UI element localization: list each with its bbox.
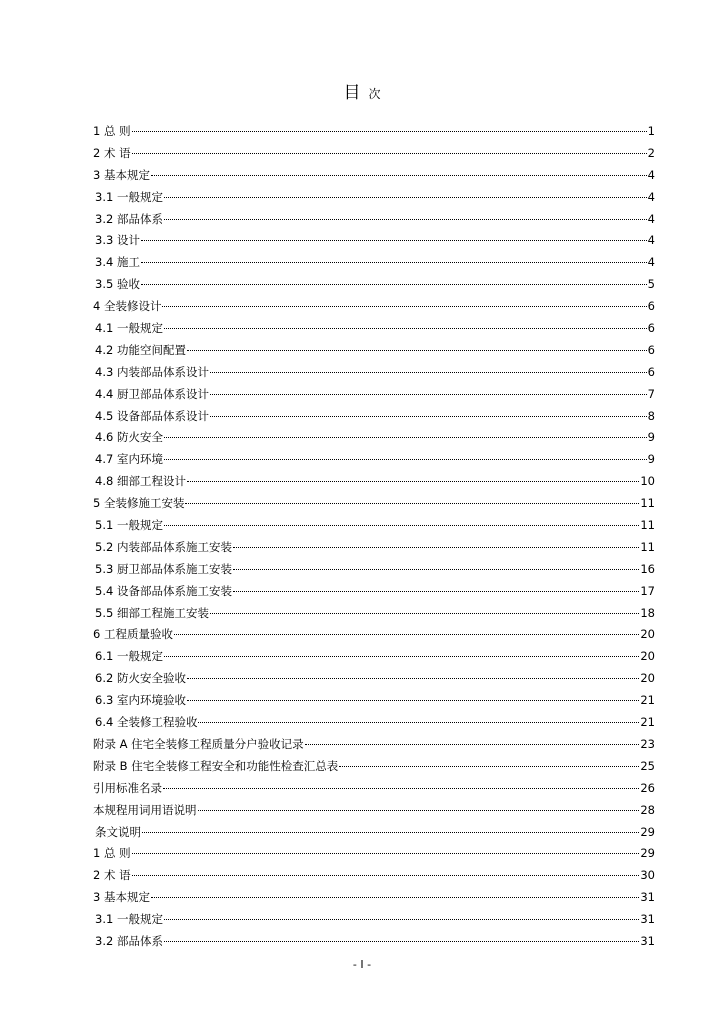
toc-entry-page-number: 29 — [640, 824, 655, 839]
toc-leader-dots — [163, 788, 639, 789]
toc-leader-dots — [164, 437, 647, 438]
toc-entry[interactable] — [93, 384, 655, 406]
toc-leader-dots — [132, 875, 640, 876]
toc-leader-dots — [233, 591, 639, 592]
toc-leader-dots — [151, 897, 639, 898]
toc-entry-label: 引用标准名录 — [93, 780, 162, 795]
toc-leader-dots — [305, 744, 640, 745]
toc-entry[interactable] — [93, 296, 655, 318]
toc-entry[interactable] — [93, 143, 655, 165]
toc-entry[interactable] — [93, 712, 655, 734]
toc-leader-dots — [164, 919, 639, 920]
toc-entry-page-number: 18 — [640, 605, 655, 620]
toc-leader-dots — [233, 569, 639, 570]
toc-entry-label: 6 工程质量验收 — [93, 627, 173, 642]
toc-entry-page-number: 26 — [640, 780, 655, 795]
page-title — [0, 78, 724, 103]
toc-entry[interactable] — [93, 734, 655, 756]
table-of-contents — [93, 121, 655, 953]
toc-entry-page-number: 10 — [640, 474, 655, 489]
toc-entry-page-number: 16 — [640, 561, 655, 576]
toc-entry-label: 2 术 语 — [93, 145, 131, 160]
toc-entry-page-number: 9 — [647, 452, 655, 467]
toc-entry[interactable] — [93, 843, 655, 865]
toc-leader-dots — [164, 525, 639, 526]
toc-entry-page-number: 6 — [647, 342, 655, 357]
toc-entry[interactable] — [93, 230, 655, 252]
toc-entry-page-number: 11 — [640, 539, 655, 554]
toc-entry-label: 5 全装修施工安装 — [93, 496, 185, 511]
toc-leader-dots — [141, 284, 647, 285]
toc-leader-dots — [187, 678, 639, 679]
toc-entry-page-number: 4 — [647, 255, 655, 270]
toc-entry-page-number: 2 — [647, 145, 655, 160]
toc-entry-page-number: 11 — [640, 518, 655, 533]
toc-entry-page-number: 25 — [640, 758, 655, 773]
toc-entry[interactable] — [93, 274, 655, 296]
toc-entry-label: 4 全装修设计 — [93, 299, 162, 314]
toc-leader-dots — [187, 700, 639, 701]
toc-leader-dots — [210, 372, 647, 373]
toc-entry-label: 条文说明 — [95, 824, 141, 839]
toc-entry-page-number: 21 — [640, 693, 655, 708]
toc-entry-page-number: 5 — [647, 277, 655, 292]
toc-entry-page-number: 7 — [647, 386, 655, 401]
toc-entry[interactable] — [93, 603, 655, 625]
toc-leader-dots — [174, 634, 639, 635]
toc-leader-dots — [233, 547, 639, 548]
toc-entry[interactable] — [93, 471, 655, 493]
toc-entry-page-number: 20 — [640, 671, 655, 686]
toc-entry-page-number: 20 — [640, 649, 655, 664]
toc-entry[interactable] — [93, 778, 655, 800]
toc-leader-dots — [210, 394, 647, 395]
toc-entry-label: 本规程用词用语说明 — [93, 802, 197, 817]
toc-entry[interactable] — [93, 756, 655, 778]
toc-entry[interactable] — [93, 668, 655, 690]
page-number-footer: - I - — [352, 958, 372, 971]
toc-leader-dots — [141, 262, 647, 263]
toc-leader-dots — [164, 197, 647, 198]
toc-entry-label: 6.4 全装修工程验收 — [95, 715, 198, 730]
toc-entry-page-number: 11 — [640, 496, 655, 511]
toc-leader-dots — [164, 656, 639, 657]
toc-entry[interactable] — [93, 800, 655, 822]
toc-entry[interactable] — [93, 252, 655, 274]
toc-leader-dots — [132, 153, 647, 154]
toc-entry-page-number: 6 — [647, 364, 655, 379]
toc-leader-dots — [141, 240, 647, 241]
toc-leader-dots — [210, 613, 639, 614]
toc-entry[interactable] — [93, 427, 655, 449]
toc-entry-label: 5.3 厨卫部品体系施工安装 — [95, 561, 232, 576]
toc-entry-label: 4.1 一般规定 — [95, 321, 163, 336]
toc-entry-label: 3.5 验收 — [95, 277, 140, 292]
toc-entry-label: 4.8 细部工程设计 — [95, 474, 186, 489]
toc-entry[interactable] — [93, 646, 655, 668]
toc-entry-label: 5.2 内装部品体系施工安装 — [95, 539, 232, 554]
toc-leader-dots — [164, 459, 647, 460]
toc-entry-page-number: 21 — [640, 715, 655, 730]
toc-entry-label: 4.3 内装部品体系设计 — [95, 364, 209, 379]
toc-entry[interactable] — [93, 209, 655, 231]
toc-entry[interactable] — [93, 187, 655, 209]
toc-entry[interactable] — [93, 449, 655, 471]
toc-entry-page-number: 8 — [647, 408, 655, 423]
toc-entry[interactable] — [93, 624, 655, 646]
toc-entry[interactable] — [93, 362, 655, 384]
toc-entry-page-number: 9 — [647, 430, 655, 445]
toc-entry[interactable] — [93, 822, 655, 844]
toc-entry-page-number: 4 — [647, 211, 655, 226]
toc-entry[interactable] — [93, 515, 655, 537]
toc-entry[interactable] — [93, 931, 655, 953]
toc-entry-label: 3 基本规定 — [93, 890, 150, 905]
toc-leader-dots — [198, 810, 640, 811]
toc-entry-page-number: 29 — [640, 846, 655, 861]
toc-entry-page-number: 17 — [640, 583, 655, 598]
toc-entry-label: 6.1 一般规定 — [95, 649, 163, 664]
toc-entry-page-number: 30 — [640, 868, 655, 883]
toc-entry-label: 2 术 语 — [93, 868, 131, 883]
toc-entry-label: 3 基本规定 — [93, 167, 150, 182]
toc-entry[interactable] — [93, 581, 655, 603]
toc-entry[interactable] — [93, 165, 655, 187]
toc-leader-dots — [164, 219, 647, 220]
toc-entry-page-number: 28 — [640, 802, 655, 817]
toc-leader-dots — [164, 941, 639, 942]
toc-entry-page-number: 6 — [647, 321, 655, 336]
toc-entry-label: 5.4 设备部品体系施工安装 — [95, 583, 232, 598]
toc-entry-label: 1 总 则 — [93, 124, 131, 138]
toc-entry-page-number: 23 — [640, 736, 655, 751]
toc-leader-dots — [210, 416, 647, 417]
toc-entry-page-number: 31 — [640, 912, 655, 927]
toc-entry-label: 3.1 一般规定 — [95, 912, 163, 927]
toc-entry-label: 1 总 则 — [93, 846, 131, 861]
toc-leader-dots — [132, 131, 647, 132]
toc-entry[interactable] — [93, 493, 655, 515]
toc-entry-label: 附录 A 住宅全装修工程质量分户验收记录 — [93, 736, 304, 751]
toc-entry-label: 4.2 功能空间配置 — [95, 342, 186, 357]
toc-entry-page-number: 1 — [647, 124, 655, 138]
toc-entry-page-number: 31 — [640, 890, 655, 905]
toc-entry-label: 4.6 防火安全 — [95, 430, 163, 445]
toc-leader-dots — [187, 350, 647, 351]
toc-entry-page-number: 6 — [647, 299, 655, 314]
toc-entry[interactable] — [93, 887, 655, 909]
toc-entry[interactable] — [93, 406, 655, 428]
toc-entry-page-number: 31 — [640, 933, 655, 948]
toc-entry-label: 6.3 室内环境验收 — [95, 693, 186, 708]
toc-entry-page-number: 4 — [647, 233, 655, 248]
toc-entry-page-number: 4 — [647, 167, 655, 182]
toc-entry[interactable] — [93, 909, 655, 931]
toc-entry[interactable] — [93, 537, 655, 559]
title-main: 目 — [343, 83, 361, 103]
toc-leader-dots — [132, 853, 640, 854]
title-secondary: 次 — [368, 87, 381, 101]
toc-entry[interactable] — [93, 340, 655, 362]
toc-entry-label: 3.3 设计 — [95, 233, 140, 248]
toc-entry-label: 6.2 防火安全验收 — [95, 671, 186, 686]
toc-entry[interactable] — [93, 865, 655, 887]
toc-entry-label: 5.1 一般规定 — [95, 518, 163, 533]
toc-leader-dots — [142, 832, 639, 833]
toc-entry-label: 4.7 室内环境 — [95, 452, 163, 467]
toc-entry-label: 4.4 厨卫部品体系设计 — [95, 386, 209, 401]
toc-entry[interactable] — [93, 121, 655, 143]
toc-entry-label: 3.4 施工 — [95, 255, 140, 270]
toc-entry-label: 4.5 设备部品体系设计 — [95, 408, 209, 423]
toc-leader-dots — [151, 175, 647, 176]
toc-entry-label: 5.5 细部工程施工安装 — [95, 605, 209, 620]
toc-leader-dots — [162, 306, 646, 307]
toc-leader-dots — [339, 766, 639, 767]
toc-entry-label: 3.2 部品体系 — [95, 933, 163, 948]
toc-leader-dots — [198, 722, 639, 723]
toc-leader-dots — [187, 481, 639, 482]
toc-entry-label: 附录 B 住宅全装修工程安全和功能性检查汇总表 — [93, 758, 339, 773]
toc-leader-dots — [185, 503, 639, 504]
toc-leader-dots — [164, 328, 647, 329]
toc-entry-label: 3.1 一般规定 — [95, 189, 163, 204]
toc-entry-page-number: 20 — [640, 627, 655, 642]
toc-entry[interactable] — [93, 559, 655, 581]
toc-entry-page-number: 4 — [647, 189, 655, 204]
toc-entry[interactable] — [93, 318, 655, 340]
toc-entry-label: 3.2 部品体系 — [95, 211, 163, 226]
toc-entry[interactable] — [93, 690, 655, 712]
